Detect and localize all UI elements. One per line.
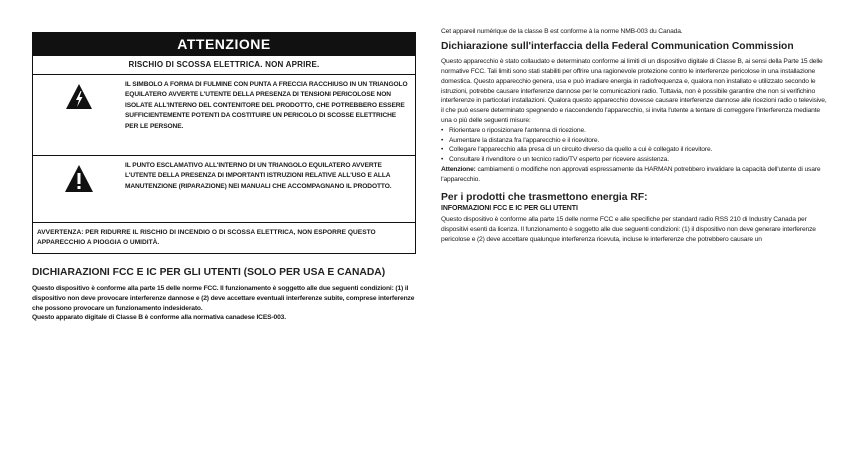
attention-paragraph [441, 165, 827, 185]
attention-text: cambiamenti o modifiche non approvati espressamente da HARMAN potrebbero invalidare la capacità dell'utente di usare l'apparecchio. [441, 166, 821, 183]
fcc-interface-paragraph: Questo apparecchio è stato collaudato e determinato conforme ai limiti di un dispositivo digitale di Classe B, ai sensi della Parte 15 delle normative FCC. Tali limiti sono stati stabiliti per offrire una ragionevole protezione contro le interferenze pericolose in una installazione domestica. Questo apparecchio genera, usa e può irradiare energia in radiofrequenza e, qualora non installato e utilizzato secondo le istruzioni, potrebbe causare interferenze dannose per le comunicazioni radio. Tuttavia, non è possibile garantire che non si verifichino interferenze in particolari installazioni. Qualora questo apparecchio dovesse causare interferenze dannose alle ricezioni radio o televisive, il che può essere determinato spegnendo e riaccendendo l'apparecchio, si invita l'utente a tentare di correggere l'interferenza mediante una o più delle seguenti misure: [441, 58, 827, 125]
left-column [32, 32, 416, 323]
lightning-warning-text: IL SIMBOLO A FORMA DI FULMINE CON PUNTA A FRECCIA RACCHIUSO IN UN TRIANGOLO EQUILATERO AVVERTE L'UTENTE DELLA PRESENZA DI TENSIONI PERICOLOSE NON ISOLATE ALL'INTERNO DEL CONTENITORE DEL PRODOTTO, CHE POTREBBERO ESSERE SUFFICIENTEMENTE POTENTI DA COSTITUIRE UN PERICOLO DI SCOSSE ELETTRICHE PER LE PERSONE. [125, 81, 408, 130]
fcc-ic-paragraph-2: Questo apparato digitale di Classe B è conforme alla normativa canadese ICES-003. [32, 314, 286, 322]
lightning-warning-row [33, 75, 415, 156]
list-item: • Consultare il rivenditore o un tecnico radio/TV esperto per ricevere assistenza. [441, 155, 827, 165]
list-item: • Riorientare o riposizionare l'antenna di ricezione. [441, 126, 827, 136]
warning-box [32, 32, 416, 254]
remedy-list [441, 126, 827, 165]
fcc-ic-heading: DICHIARAZIONI FCC E IC PER GLI UTENTI (SOLO PER USA E CANADA) [32, 267, 386, 278]
rf-paragraph: Questo dispositivo è conforme alla parte 15 delle norme FCC e alle specifiche per standard radio RSS 210 di Industry Canada per dispositivi esenti da licenza. Il funzionamento è soggetto alle due seguenti condizioni: (1) il dispositivo non deve generare interferenze pericolose e (2) deve accettare qualunque interferenza ricevuta, incluse le interferenze che potrebbero causare un [441, 216, 816, 243]
warning-subtitle: RISCHIO DI SCOSSA ELETTRICA. NON APRIRE. [33, 56, 415, 75]
exclamation-warning-row [33, 156, 415, 223]
lightning-triangle-icon [33, 75, 125, 112]
rf-subheading: INFORMAZIONI FCC E IC PER GLI UTENTI [441, 205, 578, 213]
caution-text: AVVERTENZA: PER RIDURRE IL RISCHIO DI INCENDIO O DI SCOSSA ELETTRICA, NON ESPORRE QUESTO APPARECCHIO A PIOGGIA O UMIDITÀ. [37, 229, 376, 247]
list-item: • Collegare l'apparecchio alla presa di un circuito diverso da quello a cui è collegato il ricevitore. [441, 145, 827, 155]
fcc-ic-paragraph-1: Questo dispositivo è conforme alla parte 15 delle norme FCC. Il funzionamento è soggetto alle due seguenti condizioni: (1) il dispositivo non deve provocare interferenze dannose e (2) deve accettare eventuali interferenze subite, comprese interferenze che possono provocare un funzionamento indesiderato. [32, 285, 415, 312]
nmb-intro: Cet appareil numérique de la classe B est conforme à la norme NMB-003 du Canada. [441, 28, 683, 35]
right-column [441, 27, 827, 245]
exclamation-triangle-icon [33, 156, 125, 195]
rf-heading: Per i prodotti che trasmettono energia RF: [441, 191, 648, 203]
exclamation-warning-text: IL PUNTO ESCLAMATIVO ALL'INTERNO DI UN TRIANGOLO EQUILATERO AVVERTE L'UTENTE DELLA PRESENZA DI IMPORTANTI ISTRUZIONI RELATIVE ALL'USO E ALLA MANUTENZIONE (RIPARAZIONE) NEI MANUALI CHE ACCOMPAGNANO IL PRODOTTO. [125, 162, 392, 190]
list-item: • Aumentare la distanza fra l'apparecchio e il ricevitore. [441, 136, 827, 146]
warning-title: ATTENZIONE [33, 33, 415, 56]
attention-label: Attenzione: [441, 166, 476, 174]
fcc-interface-heading: Dichiarazione sull'interfaccia della Federal Communication Commission [441, 40, 794, 52]
